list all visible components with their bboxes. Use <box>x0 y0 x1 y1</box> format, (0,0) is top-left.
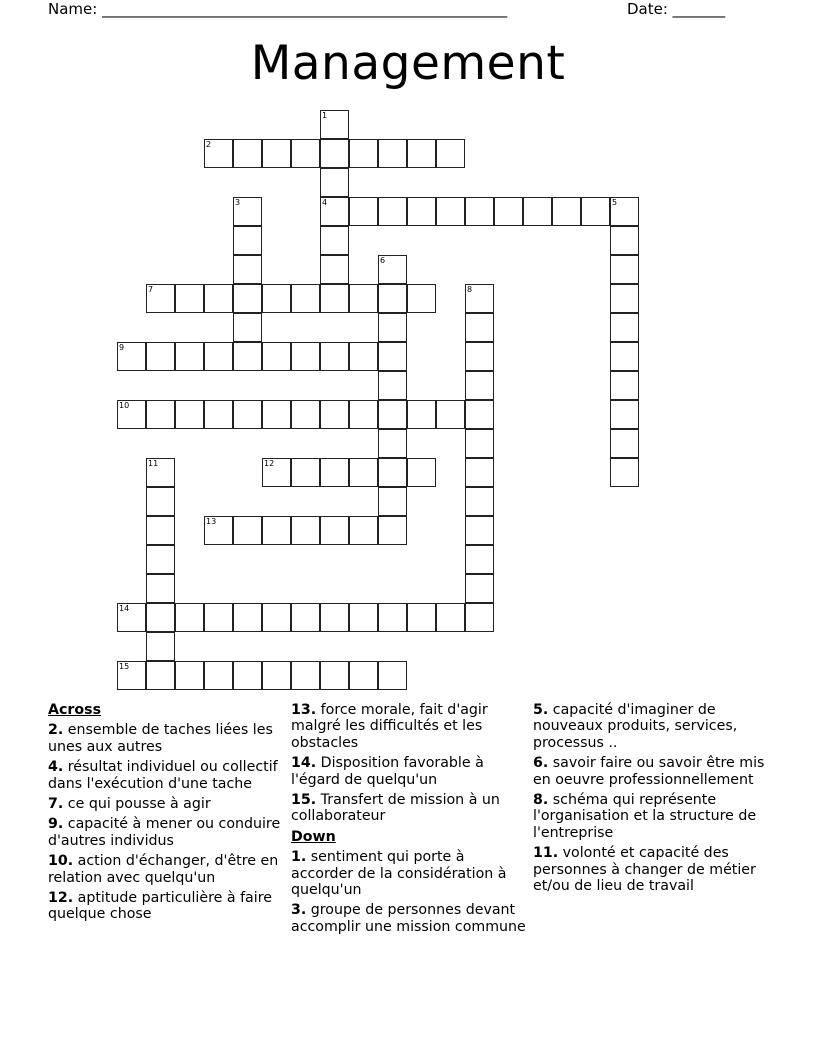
clue-text: volonté et capacité des personnes à changer de métier et/ou de lieu de travail <box>533 845 756 895</box>
crossword-cell[interactable] <box>233 661 262 690</box>
crossword-cell[interactable] <box>349 661 378 690</box>
cell-number: 14 <box>119 604 130 613</box>
clue-number: 9. <box>48 816 64 833</box>
crossword-cell[interactable] <box>610 458 639 487</box>
crossword-cell[interactable] <box>378 487 407 516</box>
cell-number: 13 <box>206 517 217 526</box>
crossword-cell[interactable] <box>407 284 436 313</box>
clue-down-6 <box>533 755 769 788</box>
clue-text: Disposition favorable à l'égard de quelqu'un <box>291 755 484 788</box>
crossword-cell[interactable] <box>610 197 639 226</box>
crossword-cell[interactable] <box>233 603 262 632</box>
clue-text: ce qui pousse à agir <box>67 796 211 813</box>
crossword-cell[interactable] <box>465 284 494 313</box>
cell-number: 2 <box>206 140 212 149</box>
crossword-cell[interactable] <box>291 603 320 632</box>
crossword-cell[interactable] <box>610 313 639 342</box>
crossword-cell[interactable] <box>320 168 349 197</box>
crossword-cell[interactable] <box>204 284 233 313</box>
crossword-cell[interactable] <box>204 603 233 632</box>
crossword-cell[interactable] <box>436 139 465 168</box>
cell-number: 12 <box>264 459 275 468</box>
clue-number: 10. <box>48 853 74 870</box>
crossword-cell[interactable] <box>349 603 378 632</box>
crossword-cell[interactable] <box>465 603 494 632</box>
cell-number: 7 <box>148 285 154 294</box>
clue-text: capacité à mener ou conduire d'autres individus <box>48 816 281 849</box>
crossword-cell[interactable] <box>378 429 407 458</box>
crossword-cell[interactable] <box>378 342 407 371</box>
clue-text: action d'échanger, d'être en relation avec quelqu'un <box>48 853 279 886</box>
crossword-cell[interactable] <box>175 400 204 429</box>
clue-across-13 <box>291 702 527 751</box>
crossword-cell[interactable] <box>291 284 320 313</box>
crossword-cell[interactable] <box>465 197 494 226</box>
cell-number: 5 <box>612 198 618 207</box>
clue-text: capacité d'imaginer de nouveaux produits, services, processus .. <box>533 702 738 751</box>
crossword-cell[interactable] <box>233 313 262 342</box>
crossword-cell[interactable] <box>320 255 349 284</box>
clue-across-12 <box>48 890 284 923</box>
across-heading: Across <box>48 702 102 718</box>
crossword-cell[interactable] <box>349 197 378 226</box>
crossword-cell[interactable] <box>233 284 262 313</box>
clue-across-15 <box>291 792 527 825</box>
crossword-cell[interactable] <box>378 139 407 168</box>
crossword-cell[interactable] <box>146 603 175 632</box>
crossword-cell[interactable] <box>465 400 494 429</box>
clue-number: 4. <box>48 759 64 776</box>
crossword-cell[interactable] <box>320 661 349 690</box>
crossword-cell[interactable] <box>378 516 407 545</box>
crossword-cell[interactable] <box>146 342 175 371</box>
cell-number: 6 <box>380 256 386 265</box>
crossword-cell[interactable] <box>407 458 436 487</box>
clue-number: 3. <box>291 902 307 919</box>
crossword-cell[interactable] <box>262 603 291 632</box>
crossword-cell[interactable] <box>465 574 494 603</box>
clue-text: force morale, fait d'agir malgré les difficultés et les obstacles <box>291 702 488 751</box>
crossword-cell[interactable] <box>233 400 262 429</box>
crossword-cell[interactable] <box>291 661 320 690</box>
clue-text: schéma qui représente l'organisation et la structure de l'entreprise <box>533 792 757 841</box>
crossword-cell[interactable] <box>465 545 494 574</box>
page-title: Management <box>250 36 566 91</box>
crossword-cell[interactable] <box>204 400 233 429</box>
crossword-cell[interactable] <box>610 400 639 429</box>
clue-number: 13. <box>291 702 317 718</box>
crossword-cell[interactable] <box>175 661 204 690</box>
crossword-cell[interactable] <box>262 342 291 371</box>
cell-number: 4 <box>322 198 328 207</box>
crossword-cell[interactable] <box>494 197 523 226</box>
crossword-cell[interactable] <box>349 284 378 313</box>
crossword-cell[interactable] <box>175 342 204 371</box>
crossword-cell[interactable] <box>407 603 436 632</box>
crossword-cell[interactable] <box>378 400 407 429</box>
crossword-cell[interactable] <box>117 342 146 371</box>
crossword-cell[interactable] <box>291 342 320 371</box>
cell-number: 15 <box>119 662 130 671</box>
clue-down-3 <box>291 902 527 935</box>
crossword-cell[interactable] <box>233 226 262 255</box>
crossword-cell[interactable] <box>204 342 233 371</box>
crossword-cell[interactable] <box>465 458 494 487</box>
clue-number: 5. <box>533 702 549 718</box>
crossword-cell[interactable] <box>581 197 610 226</box>
clue-text: savoir faire ou savoir être mis en oeuvre professionnellement <box>533 755 765 788</box>
crossword-cell[interactable] <box>610 284 639 313</box>
clue-text: sentiment qui porte à accorder de la considération à quelqu'un <box>291 849 507 899</box>
crossword-cell[interactable] <box>175 603 204 632</box>
crossword-cell[interactable] <box>378 371 407 400</box>
crossword-cell[interactable] <box>117 400 146 429</box>
clue-down-11 <box>533 845 769 894</box>
crossword-cell[interactable] <box>349 458 378 487</box>
clue-across-4 <box>48 759 284 792</box>
crossword-cell[interactable] <box>262 400 291 429</box>
clue-across-7 <box>48 796 284 812</box>
crossword-cell[interactable] <box>262 661 291 690</box>
crossword-cell[interactable] <box>146 487 175 516</box>
crossword-cell[interactable] <box>407 400 436 429</box>
crossword-cell[interactable] <box>465 313 494 342</box>
crossword-cell[interactable] <box>610 429 639 458</box>
clue-number: 12. <box>48 890 74 907</box>
clue-text: Transfert de mission à un collaborateur <box>291 792 500 825</box>
crossword-cell[interactable] <box>233 255 262 284</box>
crossword-cell[interactable] <box>436 603 465 632</box>
crossword-cell[interactable] <box>146 661 175 690</box>
crossword-cell[interactable] <box>349 400 378 429</box>
crossword-cell[interactable] <box>378 458 407 487</box>
crossword-cell[interactable] <box>117 661 146 690</box>
crossword-cell[interactable] <box>465 342 494 371</box>
crossword-cell[interactable] <box>610 371 639 400</box>
crossword-cell[interactable] <box>204 516 233 545</box>
clue-down-5 <box>533 702 769 751</box>
clue-down-8 <box>533 792 769 841</box>
clue-across-9 <box>48 816 284 849</box>
clue-number: 15. <box>291 792 317 809</box>
clue-number: 14. <box>291 755 317 772</box>
crossword-cell[interactable] <box>610 255 639 284</box>
cell-number: 9 <box>119 343 125 352</box>
crossword-cell[interactable] <box>233 197 262 226</box>
crossword-cell[interactable] <box>407 197 436 226</box>
clue-text: ensemble de taches liées les unes aux autres <box>48 722 273 755</box>
clue-number: 2. <box>48 722 64 739</box>
crossword-cell[interactable] <box>523 197 552 226</box>
crossword-cell[interactable] <box>407 139 436 168</box>
crossword-cell[interactable] <box>291 516 320 545</box>
clue-text: aptitude particulière à faire quelque chose <box>48 890 272 923</box>
crossword-cell[interactable] <box>146 516 175 545</box>
crossword-cell[interactable] <box>465 371 494 400</box>
clue-across-10 <box>48 853 284 886</box>
clue-number: 11. <box>533 845 559 862</box>
crossword-cell[interactable] <box>117 603 146 632</box>
crossword-cell[interactable] <box>349 342 378 371</box>
crossword-cell[interactable] <box>378 661 407 690</box>
crossword-cell[interactable] <box>320 516 349 545</box>
crossword-cell[interactable] <box>146 632 175 661</box>
crossword-cell[interactable] <box>465 487 494 516</box>
clue-number: 8. <box>533 792 549 809</box>
cell-number: 1 <box>322 111 328 120</box>
crossword-cell[interactable] <box>552 197 581 226</box>
name-field[interactable]: Name: ______________________________________________________ <box>48 0 508 18</box>
crossword-cell[interactable] <box>146 545 175 574</box>
crossword-cell[interactable] <box>378 284 407 313</box>
crossword-cell[interactable] <box>233 516 262 545</box>
crossword-cell[interactable] <box>262 139 291 168</box>
crossword-cell[interactable] <box>146 284 175 313</box>
cell-number: 8 <box>467 285 473 294</box>
crossword-cell[interactable] <box>349 139 378 168</box>
clue-number: 7. <box>48 796 64 813</box>
crossword-cell[interactable] <box>320 226 349 255</box>
crossword-cell[interactable] <box>233 342 262 371</box>
cell-number: 10 <box>119 401 130 410</box>
crossword-cell[interactable] <box>610 226 639 255</box>
crossword-cell[interactable] <box>610 342 639 371</box>
crossword-cell[interactable] <box>320 197 349 226</box>
clue-down-1 <box>291 849 527 898</box>
crossword-cell[interactable] <box>146 574 175 603</box>
crossword-cell[interactable] <box>291 458 320 487</box>
crossword-cell[interactable] <box>320 458 349 487</box>
clue-column-3 <box>533 702 769 898</box>
crossword-cell[interactable] <box>262 458 291 487</box>
crossword-cell[interactable] <box>378 197 407 226</box>
crossword-cell[interactable] <box>262 284 291 313</box>
crossword-cell[interactable] <box>320 400 349 429</box>
down-heading: Down <box>291 828 336 845</box>
clue-number: 1. <box>291 849 307 866</box>
crossword-cell[interactable] <box>436 197 465 226</box>
crossword-cell[interactable] <box>204 661 233 690</box>
crossword-cell[interactable] <box>320 139 349 168</box>
clue-across-2 <box>48 722 284 755</box>
clue-number: 6. <box>533 755 549 772</box>
clue-column-1 <box>48 702 284 927</box>
crossword-cell[interactable] <box>378 255 407 284</box>
crossword-cell[interactable] <box>175 284 204 313</box>
crossword-cell[interactable] <box>320 603 349 632</box>
cell-number: 11 <box>148 459 159 468</box>
crossword-cell[interactable] <box>204 139 233 168</box>
cell-number: 3 <box>235 198 241 207</box>
crossword-cell[interactable] <box>465 516 494 545</box>
clue-column-2 <box>291 702 527 939</box>
crossword-cell[interactable] <box>465 429 494 458</box>
crossword-cell[interactable] <box>320 284 349 313</box>
crossword-cell[interactable] <box>320 342 349 371</box>
crossword-cell[interactable] <box>378 313 407 342</box>
crossword-cell[interactable] <box>262 516 291 545</box>
crossword-cell[interactable] <box>291 400 320 429</box>
crossword-cell[interactable] <box>233 139 262 168</box>
crossword-cell[interactable] <box>378 603 407 632</box>
crossword-cell[interactable] <box>349 516 378 545</box>
crossword-cell[interactable] <box>320 110 349 139</box>
clue-text: résultat individuel ou collectif dans l'exécution d'une tache <box>48 759 278 792</box>
crossword-cell[interactable] <box>291 139 320 168</box>
crossword-cell[interactable] <box>146 458 175 487</box>
clue-across-14 <box>291 755 527 788</box>
clue-text: groupe de personnes devant accomplir une mission commune <box>291 902 526 935</box>
date-field[interactable]: Date: _______ <box>627 0 726 18</box>
crossword-cell[interactable] <box>436 400 465 429</box>
crossword-cell[interactable] <box>146 400 175 429</box>
